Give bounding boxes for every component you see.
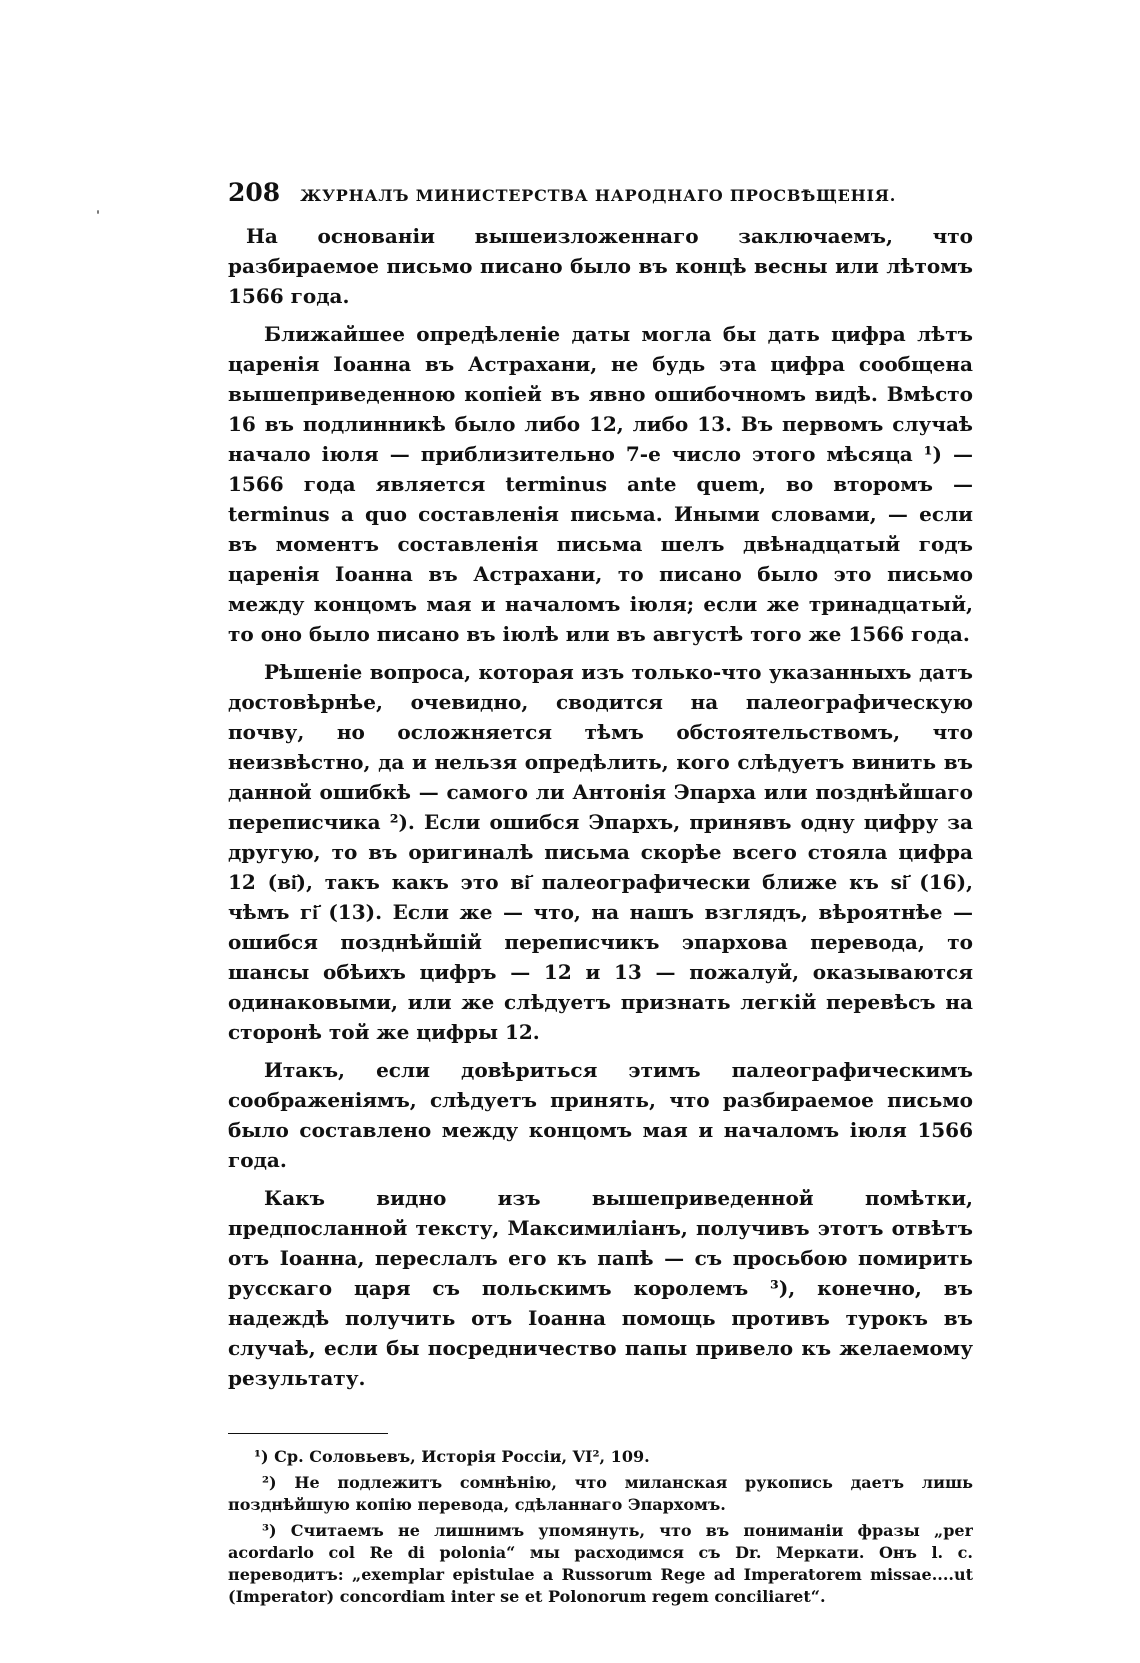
running-head [228,180,973,205]
journal-title: ЖУРНАЛЪ МИНИСТЕРСТВА НАРОДНАГО ПРОСВѢЩЕНІЯ. [300,186,897,205]
paragraph-paleography: Рѣшеніе вопроса, которая изъ только-что указанныхъ датъ достовѣрнѣе, очевидно, сводится на палеографическую почву, но осложняется тѣмъ обстоятельствомъ, что неизвѣстно, да и нельзя опредѣлить, кого слѣдуетъ винить въ данной ошибкѣ — самого ли Антонія Эпарха или позднѣйшаго переписчика ²). Если ошибся Эпархъ, принявъ одну цифру за другую, то въ оригиналѣ письма скорѣе всего стояла цифра 12 (ві҃), такъ какъ это ві҃ палеографически ближе къ ѕі҃ (16), чѣмъ гі҃ (13). Если же — что, на нашъ взглядъ, вѣроятнѣе — ошибся позднѣйшій переписчикъ эпархова перевода, то шансы обѣихъ цифръ — 12 и 13 — пожалуй, оказываются одинаковыми, или же слѣдуетъ признать легкій перевѣсъ на сторонѣ той же цифры 12. [228,660,973,1044]
footnote-2: ²) Не подлежитъ сомнѣнію, что миланская рукопись даетъ лишь позднѣйшую копію перевода, сдѣланнаго Эпархомъ. [228,1473,973,1514]
page-content [228,180,973,1640]
footnote-rule [228,1433,388,1434]
paragraph-summary: Итакъ, если довѣриться этимъ палеографическимъ соображеніямъ, слѣдуетъ принять, что разбираемое письмо было составлено между концомъ мая и началомъ іюля 1566 года. [228,1058,973,1172]
footnotes [228,1446,973,1608]
footnote-1: ¹) Ср. Соловьевъ, Исторія Россіи, VI², 109. [254,1447,650,1466]
paragraph-dating: Ближайшее опредѣленіе даты могла бы дать цифра лѣтъ царенія Іоанна въ Астрахани, не будь эта цифра сообщена вышеприведенною копіей въ явно ошибочномъ видѣ. Вмѣсто 16 въ подлинникѣ было либо 12, либо 13. Въ первомъ случаѣ начало іюля — приблизительно 7-е число этого мѣсяца ¹) — 1566 года является terminus ante quem, во второмъ — terminus a quo составленія письма. Иными словами, — если въ моментъ составленія письма шелъ двѣнадцатый годъ царенія Іоанна въ Астрахани, то писано было это письмо между концомъ мая и началомъ іюля; если же тринадцатый, то оно было писано въ іюлѣ или въ августѣ того же 1566 года. [228,322,973,646]
print-speck [97,210,99,214]
page-number: 208 [228,180,281,207]
footnote-3: ³) Считаемъ не лишнимъ упомянуть, что въ пониманіи фразы „per acordarlo col Re di polonia“ мы расходимся съ Dr. Меркати. Онъ l. c. переводитъ: „exemplar epistulae a Russorum Rege ad Imperatorem missae....ut (Imperator) concordiam inter se et Polonorum regem conciliaret“. [228,1521,973,1606]
paragraph-conclusion: На основаніи вышеизложеннаго заключаемъ, что разбираемое письмо писано было въ концѣ весны или лѣтомъ 1566 года. [228,224,973,308]
paragraph-maximilian: Какъ видно изъ вышеприведенной помѣтки, предпосланной тексту, Максимиліанъ, получивъ этотъ отвѣтъ отъ Іоанна, переслалъ его къ папѣ — съ просьбою помирить русскаго царя съ польскимъ королемъ ³), конечно, въ надеждѣ получить отъ Іоанна помощь противъ турокъ въ случаѣ, если бы посредничество папы привело къ желаемому результату. [228,1186,973,1390]
body-text [228,221,973,1393]
